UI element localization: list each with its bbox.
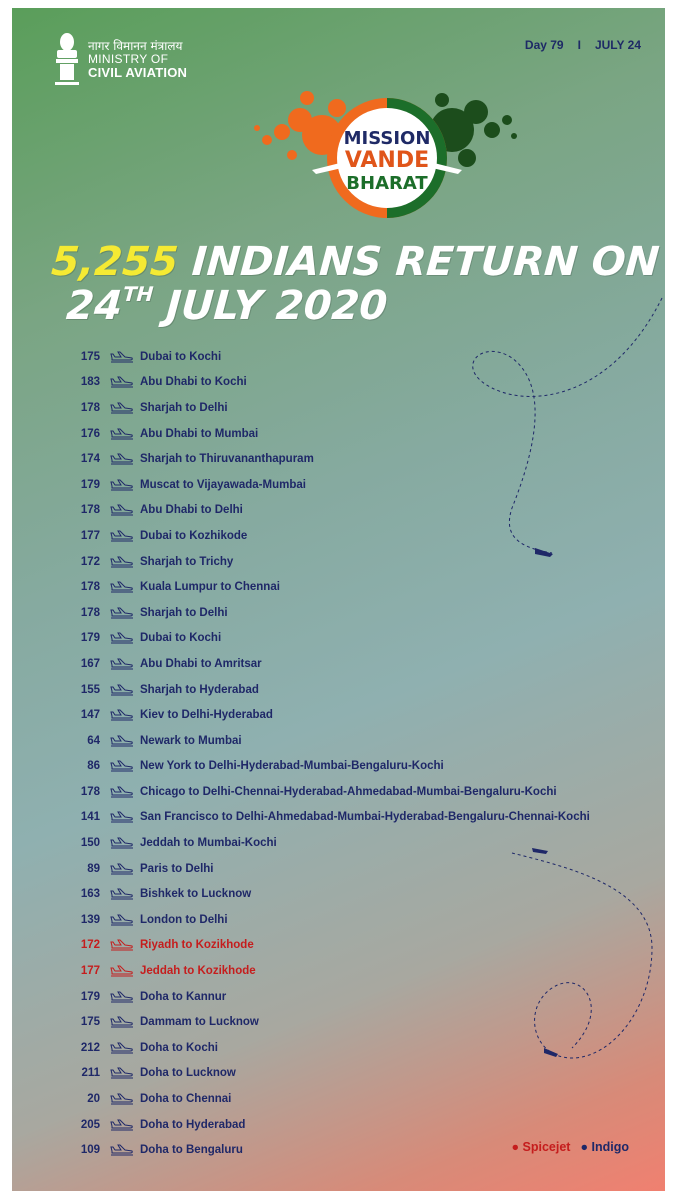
- flight-row: [52, 344, 652, 370]
- airplane-icon: [110, 530, 134, 542]
- airplane-icon: [110, 914, 134, 926]
- airplane-icon: [110, 811, 134, 823]
- airplane-icon: [110, 1042, 134, 1054]
- passenger-count: 163: [80, 888, 100, 901]
- passenger-count: 141: [80, 811, 100, 824]
- flight-row: [52, 677, 652, 703]
- separator: I: [577, 38, 581, 52]
- flight-row: [52, 1112, 652, 1138]
- flight-row: [52, 881, 652, 907]
- passenger-count: 178: [80, 401, 100, 414]
- airplane-icon: [110, 1067, 134, 1079]
- route-label: Jeddah to Mumbai-Kochi: [140, 837, 277, 850]
- route-label: Sharjah to Delhi: [140, 606, 228, 619]
- route-label: Jeddah to Kozikhode: [140, 965, 256, 978]
- route-label: Doha to Lucknow: [140, 1067, 236, 1080]
- ministry-line1: MINISTRY OF: [88, 52, 169, 66]
- passenger-count: 179: [80, 478, 100, 491]
- flight-row: [52, 626, 652, 652]
- flight-row: [52, 574, 652, 600]
- headline-line1: INDIANS RETURN ON: [190, 239, 661, 285]
- passenger-count: 212: [80, 1041, 100, 1054]
- route-label: Newark to Mumbai: [140, 734, 242, 747]
- flight-row: [52, 446, 652, 472]
- route-label: Dubai to Kochi: [140, 632, 222, 645]
- airplane-icon: [110, 504, 134, 516]
- route-label: London to Delhi: [140, 913, 228, 926]
- passenger-count: 172: [80, 555, 100, 568]
- flight-list: [52, 344, 652, 1163]
- legend-spicejet-label: Spicejet: [522, 1140, 571, 1154]
- passenger-count: 179: [80, 632, 100, 645]
- airplane-icon: [110, 351, 134, 363]
- flight-row: [52, 830, 652, 856]
- passenger-count: 178: [80, 606, 100, 619]
- ministry-line2: CIVIL AVIATION: [88, 65, 188, 80]
- route-label: Sharjah to Trichy: [140, 555, 234, 568]
- logo-line2: VANDE: [344, 148, 430, 173]
- logo-line3: BHARAT: [346, 173, 428, 194]
- route-label: Sharjah to Thiruvananthapuram: [140, 453, 314, 466]
- passenger-count: 174: [80, 453, 100, 466]
- route-label: Doha to Hyderabad: [140, 1118, 246, 1131]
- airplane-icon: [110, 888, 134, 900]
- route-label: Kuala Lumpur to Chennai: [140, 581, 280, 594]
- flight-row: [52, 600, 652, 626]
- passenger-count: 155: [80, 683, 100, 696]
- passenger-count: 167: [80, 657, 100, 670]
- passenger-count: 177: [80, 529, 100, 542]
- mission-vande-bharat-logo: [252, 80, 522, 230]
- ministry-hindi: नागर विमानन मंत्रालय: [88, 39, 183, 53]
- airplane-icon: [110, 991, 134, 1003]
- flight-row: [52, 754, 652, 780]
- date-label: JULY 24: [594, 38, 641, 52]
- flight-row: [52, 702, 652, 728]
- route-label: San Francisco to Delhi-Ahmedabad-Mumbai-Hyderabad-Bengaluru-Chennai-Kochi: [140, 811, 590, 824]
- airplane-icon: [110, 1093, 134, 1105]
- flight-row: [52, 370, 652, 396]
- route-label: Kiev to Delhi-Hyderabad: [140, 709, 273, 722]
- flight-row: [52, 958, 652, 984]
- legend-indigo-label: Indigo: [591, 1140, 629, 1154]
- day-date: [525, 38, 641, 52]
- passenger-count: 178: [80, 785, 100, 798]
- ministry-name: [88, 40, 187, 79]
- headline-count: 5,255: [49, 239, 180, 285]
- route-label: Sharjah to Delhi: [140, 401, 228, 414]
- headline-line2: JULY 2020: [164, 283, 389, 329]
- headline: [47, 240, 661, 328]
- passenger-count: 175: [80, 350, 100, 363]
- flight-row: [52, 395, 652, 421]
- passenger-count: 176: [80, 427, 100, 440]
- flight-row: [52, 523, 652, 549]
- passenger-count: 183: [80, 376, 100, 389]
- route-label: Abu Dhabi to Delhi: [140, 504, 243, 517]
- flight-row: [52, 805, 652, 831]
- airplane-icon: [110, 479, 134, 491]
- flight-row: [52, 1035, 652, 1061]
- route-label: Chicago to Delhi-Chennai-Hyderabad-Ahmedabad-Mumbai-Bengaluru-Kochi: [140, 785, 557, 798]
- passenger-count: 175: [80, 1016, 100, 1029]
- flight-row: [52, 1061, 652, 1087]
- passenger-count: 147: [80, 709, 100, 722]
- airplane-icon: [110, 760, 134, 772]
- passenger-count: 179: [80, 990, 100, 1003]
- passenger-count: 178: [80, 504, 100, 517]
- passenger-count: 150: [80, 837, 100, 850]
- passenger-count: 109: [80, 1144, 100, 1157]
- airplane-icon: [110, 581, 134, 593]
- flight-row: [52, 472, 652, 498]
- airplane-icon: [110, 658, 134, 670]
- route-label: New York to Delhi-Hyderabad-Mumbai-Bengaluru-Kochi: [140, 760, 444, 773]
- passenger-count: 172: [80, 939, 100, 952]
- passenger-count: 178: [80, 581, 100, 594]
- airplane-icon: [110, 1119, 134, 1131]
- route-label: Doha to Kochi: [140, 1041, 218, 1054]
- airplane-icon: [110, 607, 134, 619]
- passenger-count: 20: [87, 1093, 100, 1106]
- flight-row: [52, 421, 652, 447]
- day-label: Day 79: [524, 38, 564, 52]
- flight-row: [52, 498, 652, 524]
- route-label: Paris to Delhi: [140, 862, 214, 875]
- logo-line1: MISSION: [343, 128, 431, 149]
- headline-ordinal: TH: [122, 282, 155, 306]
- route-label: Doha to Chennai: [140, 1093, 232, 1106]
- airplane-icon: [110, 1144, 134, 1156]
- headline-day: 24: [64, 283, 124, 329]
- airplane-icon: [110, 376, 134, 388]
- route-label: Riyadh to Kozikhode: [140, 939, 254, 952]
- airplane-icon: [110, 684, 134, 696]
- national-emblem-icon: [52, 30, 82, 90]
- passenger-count: 139: [80, 913, 100, 926]
- passenger-count: 86: [87, 760, 100, 773]
- flight-row: [52, 933, 652, 959]
- passenger-count: 211: [81, 1067, 100, 1080]
- airplane-icon: [110, 786, 134, 798]
- route-label: Bishkek to Lucknow: [140, 888, 252, 901]
- airplane-icon: [110, 863, 134, 875]
- route-label: Doha to Bengaluru: [140, 1144, 243, 1157]
- route-label: Muscat to Vijayawada-Mumbai: [140, 478, 306, 491]
- airplane-icon: [110, 1016, 134, 1028]
- airplane-icon: [110, 939, 134, 951]
- flight-row: [52, 1009, 652, 1035]
- flight-row: [52, 984, 652, 1010]
- route-label: Abu Dhabi to Kochi: [140, 376, 247, 389]
- flight-row: [52, 549, 652, 575]
- passenger-count: 177: [80, 965, 100, 978]
- airplane-icon: [110, 428, 134, 440]
- route-label: Abu Dhabi to Amritsar: [140, 657, 262, 670]
- legend-indigo: ● Indigo: [580, 1140, 629, 1154]
- route-label: Sharjah to Hyderabad: [140, 683, 259, 696]
- passenger-count: 205: [80, 1118, 100, 1131]
- route-label: Dammam to Lucknow: [140, 1016, 259, 1029]
- airplane-icon: [110, 632, 134, 644]
- flight-row: [52, 728, 652, 754]
- flight-row: [52, 779, 652, 805]
- route-label: Dubai to Kozhikode: [140, 529, 248, 542]
- airplane-icon: [110, 837, 134, 849]
- passenger-count: 64: [87, 734, 100, 747]
- flight-row: [52, 1086, 652, 1112]
- flight-row: [52, 907, 652, 933]
- passenger-count: 89: [87, 862, 100, 875]
- airline-legend: [512, 1140, 630, 1154]
- airplane-icon: [110, 402, 134, 414]
- poster: [12, 8, 665, 1191]
- airplane-icon: [110, 709, 134, 721]
- flight-row: [52, 651, 652, 677]
- airplane-icon: [110, 965, 134, 977]
- flight-row: [52, 856, 652, 882]
- airplane-icon: [110, 453, 134, 465]
- airplane-icon: [110, 556, 134, 568]
- legend-spicejet: ● Spicejet: [511, 1140, 571, 1154]
- route-label: Doha to Kannur: [140, 990, 227, 1003]
- route-label: Dubai to Kochi: [140, 350, 222, 363]
- airplane-icon: [110, 735, 134, 747]
- route-label: Abu Dhabi to Mumbai: [140, 427, 259, 440]
